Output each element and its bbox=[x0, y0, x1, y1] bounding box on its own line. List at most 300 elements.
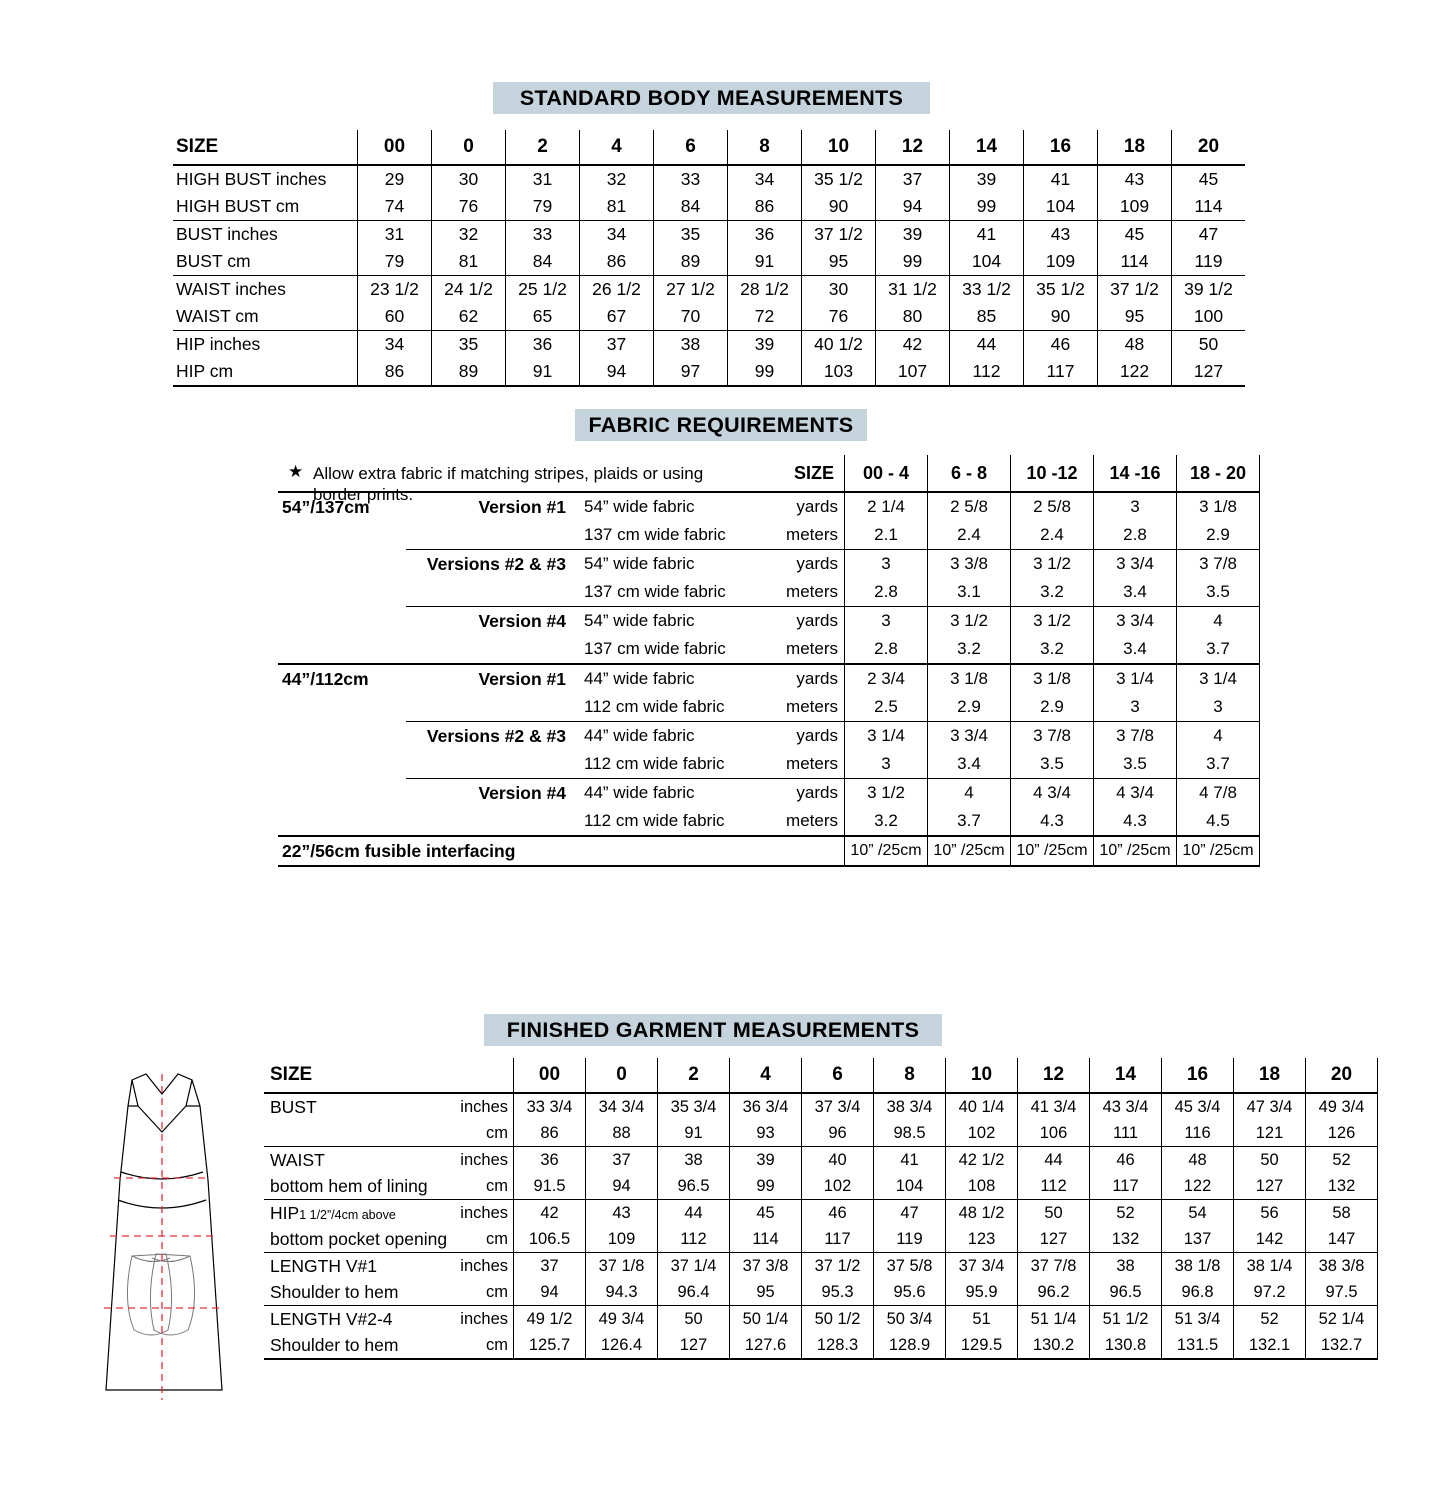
cell: 94 bbox=[580, 358, 654, 386]
size-col-14: 14 bbox=[950, 130, 1024, 165]
cell: 37 1/2 bbox=[1098, 276, 1172, 304]
cell: 119 bbox=[874, 1226, 946, 1253]
cell: 36 bbox=[728, 221, 802, 249]
table-row bbox=[264, 1306, 1378, 1333]
cell: 91 bbox=[658, 1120, 730, 1147]
table-row bbox=[173, 193, 1245, 221]
size-group-10-12: 10 -12 bbox=[1011, 455, 1094, 492]
cell: 10” /25cm bbox=[1177, 836, 1260, 866]
cell: 2.9 bbox=[1177, 521, 1260, 550]
version-label: Version #4 bbox=[406, 779, 574, 808]
cell: 35 1/2 bbox=[802, 165, 876, 193]
row-label: WAIST bbox=[264, 1147, 460, 1174]
cell: 4 3/4 bbox=[1011, 779, 1094, 808]
cell: 3 1/4 bbox=[1094, 664, 1177, 693]
cell: 36 bbox=[514, 1147, 586, 1174]
size-header: SIZE bbox=[173, 130, 358, 165]
cell: 86 bbox=[728, 193, 802, 221]
size-col-2: 2 bbox=[506, 130, 580, 165]
cell: 80 bbox=[876, 303, 950, 331]
cell: 95 bbox=[802, 248, 876, 276]
cell: 50 1/2 bbox=[802, 1306, 874, 1333]
cell: 94 bbox=[586, 1173, 658, 1200]
size-col-6: 6 bbox=[802, 1058, 874, 1093]
size-col-4: 4 bbox=[730, 1058, 802, 1093]
cell: 47 3/4 bbox=[1234, 1093, 1306, 1120]
fabric-width-group bbox=[278, 779, 406, 808]
cell: 132 bbox=[1306, 1173, 1378, 1200]
table-row bbox=[278, 578, 1260, 607]
cell: 2 1/4 bbox=[845, 492, 928, 521]
cell: 31 bbox=[506, 165, 580, 193]
cell: 127 bbox=[1172, 358, 1246, 386]
cell: 51 bbox=[946, 1306, 1018, 1333]
cell: 49 1/2 bbox=[514, 1306, 586, 1333]
cell: 104 bbox=[874, 1173, 946, 1200]
cell: 52 bbox=[1090, 1200, 1162, 1227]
table-row bbox=[264, 1093, 1378, 1120]
size-group-00-4: 00 - 4 bbox=[845, 455, 928, 492]
cell: 3.7 bbox=[928, 807, 1011, 836]
unit-label: yards bbox=[762, 550, 845, 579]
cell: 74 bbox=[358, 193, 432, 221]
row-label: bottom pocket opening bbox=[270, 1228, 448, 1249]
cell: 125.7 bbox=[514, 1332, 586, 1359]
cell: 126.4 bbox=[586, 1332, 658, 1359]
cell: 48 1/2 bbox=[946, 1200, 1018, 1227]
fabric-width-group bbox=[278, 521, 406, 550]
fabric-desc: 54” wide fabric bbox=[574, 492, 762, 521]
cell: 102 bbox=[946, 1120, 1018, 1147]
cell: 37 bbox=[876, 165, 950, 193]
cell: 84 bbox=[506, 248, 580, 276]
cell: 3 bbox=[845, 607, 928, 636]
cell: 50 bbox=[1018, 1200, 1090, 1227]
cell: 127 bbox=[1234, 1173, 1306, 1200]
version-label bbox=[406, 521, 574, 550]
cell: 56 bbox=[1234, 1200, 1306, 1227]
cell: 30 bbox=[802, 276, 876, 304]
cell: 2 5/8 bbox=[1011, 492, 1094, 521]
spacer bbox=[460, 1058, 514, 1093]
cell: 147 bbox=[1306, 1226, 1378, 1253]
cell: 98.5 bbox=[874, 1120, 946, 1147]
cell: 90 bbox=[802, 193, 876, 221]
cell: 109 bbox=[586, 1226, 658, 1253]
cell: 128.3 bbox=[802, 1332, 874, 1359]
cell: 88 bbox=[586, 1120, 658, 1147]
cell: 38 3/8 bbox=[1306, 1253, 1378, 1280]
cell: 99 bbox=[876, 248, 950, 276]
cell: 3 1/2 bbox=[928, 607, 1011, 636]
cell: 37 1/4 bbox=[658, 1253, 730, 1280]
cell: 48 bbox=[1162, 1147, 1234, 1174]
cell: 117 bbox=[1090, 1173, 1162, 1200]
version-label bbox=[406, 693, 574, 722]
cell: 25 1/2 bbox=[506, 276, 580, 304]
table-row bbox=[278, 635, 1260, 664]
cell: 37 bbox=[514, 1253, 586, 1280]
cell: 137 bbox=[1162, 1226, 1234, 1253]
cell: 33 1/2 bbox=[950, 276, 1024, 304]
cell: 37 7/8 bbox=[1018, 1253, 1090, 1280]
cell: 100 bbox=[1172, 303, 1246, 331]
unit-label: inches bbox=[460, 1147, 514, 1174]
cell: 27 1/2 bbox=[654, 276, 728, 304]
fabric-width-group bbox=[278, 550, 406, 579]
cell: 112 bbox=[1018, 1173, 1090, 1200]
size-col-10: 10 bbox=[946, 1058, 1018, 1093]
table-row bbox=[264, 1200, 1378, 1227]
cell: 94 bbox=[876, 193, 950, 221]
cell: 2.1 bbox=[845, 521, 928, 550]
cell: 38 bbox=[1090, 1253, 1162, 1280]
cell: 31 bbox=[358, 221, 432, 249]
cell: 104 bbox=[950, 248, 1024, 276]
cell: 45 3/4 bbox=[1162, 1093, 1234, 1120]
cell: 109 bbox=[1024, 248, 1098, 276]
fabric-desc: 44” wide fabric bbox=[574, 722, 762, 751]
cell: 32 bbox=[580, 165, 654, 193]
fabric-width-group bbox=[278, 722, 406, 751]
fabric-width-group bbox=[278, 693, 406, 722]
finished-garment-measurements-title: FINISHED GARMENT MEASUREMENTS bbox=[484, 1014, 942, 1046]
cell: 39 bbox=[876, 221, 950, 249]
size-header: SIZE bbox=[793, 462, 834, 483]
cell: 39 1/2 bbox=[1172, 276, 1246, 304]
cell: 50 bbox=[658, 1306, 730, 1333]
cell: 31 1/2 bbox=[876, 276, 950, 304]
cell: 94 bbox=[514, 1279, 586, 1306]
cell: 4 bbox=[1177, 607, 1260, 636]
row-label: WAIST inches bbox=[173, 276, 358, 304]
cell: 45 bbox=[1098, 221, 1172, 249]
cell: 35 bbox=[654, 221, 728, 249]
unit-label: cm bbox=[460, 1332, 514, 1359]
cell: 3 1/2 bbox=[1011, 550, 1094, 579]
cell: 62 bbox=[432, 303, 506, 331]
table-row bbox=[264, 1253, 1378, 1280]
row-label-note: 1 1/2”/4cm above bbox=[299, 1207, 396, 1222]
version-label: Version #4 bbox=[406, 607, 574, 636]
cell: 94.3 bbox=[586, 1279, 658, 1306]
cell: 41 3/4 bbox=[1018, 1093, 1090, 1120]
size-col-16: 16 bbox=[1162, 1058, 1234, 1093]
cell: 112 bbox=[950, 358, 1024, 386]
cell: 95.3 bbox=[802, 1279, 874, 1306]
cell: 96.2 bbox=[1018, 1279, 1090, 1306]
unit-label: inches bbox=[460, 1253, 514, 1280]
cell: 36 bbox=[506, 331, 580, 359]
unit-label: meters bbox=[786, 811, 838, 830]
cell: 49 3/4 bbox=[586, 1306, 658, 1333]
table-row bbox=[264, 1120, 1378, 1147]
cell: 37 5/8 bbox=[874, 1253, 946, 1280]
table-row bbox=[278, 779, 1260, 808]
fabric-desc: 54” wide fabric bbox=[574, 550, 762, 579]
version-label: Versions #2 & #3 bbox=[406, 550, 574, 579]
fabric-width-group: 54”/137cm bbox=[278, 492, 406, 521]
size-col-12: 12 bbox=[1018, 1058, 1090, 1093]
cell: 41 bbox=[1024, 165, 1098, 193]
cell: 42 1/2 bbox=[946, 1147, 1018, 1174]
interfacing-row bbox=[278, 836, 1260, 866]
table-row bbox=[264, 1147, 1378, 1174]
cell: 29 bbox=[358, 165, 432, 193]
fabric-width-group bbox=[278, 578, 406, 607]
cell: 3.2 bbox=[928, 635, 1011, 664]
cell: 76 bbox=[432, 193, 506, 221]
size-col-00: 00 bbox=[514, 1058, 586, 1093]
table-row bbox=[278, 664, 1260, 693]
cell: 3.7 bbox=[1177, 635, 1260, 664]
cell: 67 bbox=[580, 303, 654, 331]
cell: 104 bbox=[1024, 193, 1098, 221]
size-col-4: 4 bbox=[580, 130, 654, 165]
cell: 91 bbox=[506, 358, 580, 386]
cell: 60 bbox=[358, 303, 432, 331]
cell: 95 bbox=[730, 1279, 802, 1306]
table-row bbox=[278, 693, 1260, 722]
cell: 28 1/2 bbox=[728, 276, 802, 304]
cell: 33 bbox=[654, 165, 728, 193]
cell: 45 bbox=[1172, 165, 1246, 193]
cell: 37 1/2 bbox=[802, 221, 876, 249]
cell: 35 bbox=[432, 331, 506, 359]
unit-label: cm bbox=[486, 1123, 508, 1142]
cell: 34 bbox=[580, 221, 654, 249]
cell: 37 3/8 bbox=[730, 1253, 802, 1280]
cell: 2.8 bbox=[845, 635, 928, 664]
cell: 26 1/2 bbox=[580, 276, 654, 304]
cell: 89 bbox=[432, 358, 506, 386]
fabric-desc: 137 cm wide fabric bbox=[584, 525, 726, 544]
cell: 79 bbox=[506, 193, 580, 221]
cell: 96 bbox=[802, 1120, 874, 1147]
table-row bbox=[173, 221, 1245, 249]
unit-label: cm bbox=[486, 1229, 508, 1248]
cell: 3 1/2 bbox=[1011, 607, 1094, 636]
cell: 37 bbox=[586, 1147, 658, 1174]
cell: 4.3 bbox=[1094, 807, 1177, 836]
row-label: Shoulder to hem bbox=[270, 1281, 399, 1302]
cell: 96.8 bbox=[1162, 1279, 1234, 1306]
unit-label: yards bbox=[762, 607, 845, 636]
cell: 95.9 bbox=[946, 1279, 1018, 1306]
cell: 34 bbox=[728, 165, 802, 193]
table-row bbox=[173, 248, 1245, 276]
size-col-2: 2 bbox=[658, 1058, 730, 1093]
fabric-width-group bbox=[278, 750, 406, 779]
cell: 96.5 bbox=[658, 1173, 730, 1200]
unit-label: inches bbox=[460, 1200, 514, 1227]
cell: 52 1/4 bbox=[1306, 1306, 1378, 1333]
cell: 2.9 bbox=[928, 693, 1011, 722]
cell: 126 bbox=[1306, 1120, 1378, 1147]
unit-label: meters bbox=[786, 582, 838, 601]
table-row bbox=[173, 303, 1245, 331]
cell: 34 bbox=[358, 331, 432, 359]
cell: 4 7/8 bbox=[1177, 779, 1260, 808]
table-row bbox=[278, 607, 1260, 636]
cell: 3 1/8 bbox=[1177, 492, 1260, 521]
cell: 95.6 bbox=[874, 1279, 946, 1306]
cell: 50 bbox=[1234, 1147, 1306, 1174]
unit-label: meters bbox=[786, 525, 838, 544]
unit-label: yards bbox=[762, 722, 845, 751]
cell: 46 bbox=[802, 1200, 874, 1227]
cell: 112 bbox=[658, 1226, 730, 1253]
cell: 132.7 bbox=[1306, 1332, 1378, 1359]
cell: 3 bbox=[1094, 693, 1177, 722]
size-col-16: 16 bbox=[1024, 130, 1098, 165]
cell: 116 bbox=[1162, 1120, 1234, 1147]
fabric-desc: 112 cm wide fabric bbox=[584, 754, 725, 773]
cell: 2.9 bbox=[1011, 693, 1094, 722]
cell: 50 bbox=[1172, 331, 1246, 359]
cell: 114 bbox=[1172, 193, 1246, 221]
cell: 65 bbox=[506, 303, 580, 331]
table-row bbox=[173, 331, 1245, 359]
cell: 33 3/4 bbox=[514, 1093, 586, 1120]
cell: 3.5 bbox=[1177, 578, 1260, 607]
cell: 3.5 bbox=[1094, 750, 1177, 779]
cell: 39 bbox=[950, 165, 1024, 193]
cell: 41 bbox=[874, 1147, 946, 1174]
cell: 49 3/4 bbox=[1306, 1093, 1378, 1120]
fabric-desc: 44” wide fabric bbox=[574, 779, 762, 808]
cell: 3 bbox=[845, 750, 928, 779]
cell: 51 1/4 bbox=[1018, 1306, 1090, 1333]
cell: 108 bbox=[946, 1173, 1018, 1200]
cell: 38 bbox=[654, 331, 728, 359]
row-label: LENGTH V#2-4 bbox=[264, 1306, 460, 1333]
cell: 132 bbox=[1090, 1226, 1162, 1253]
cell: 103 bbox=[802, 358, 876, 386]
row-label: LENGTH V#1 bbox=[264, 1253, 460, 1280]
table-row bbox=[278, 722, 1260, 751]
cell: 122 bbox=[1162, 1173, 1234, 1200]
cell: 142 bbox=[1234, 1226, 1306, 1253]
fabric-requirements-block bbox=[278, 455, 1260, 867]
unit-label: meters bbox=[786, 697, 838, 716]
cell: 130.8 bbox=[1090, 1332, 1162, 1359]
table-row bbox=[264, 1279, 1378, 1306]
cell: 111 bbox=[1090, 1120, 1162, 1147]
fabric-width-group: 44”/112cm bbox=[278, 664, 406, 693]
dress-illustration bbox=[88, 1060, 258, 1410]
cell: 44 bbox=[1018, 1147, 1090, 1174]
cell: 10” /25cm bbox=[928, 836, 1011, 866]
cell: 114 bbox=[1098, 248, 1172, 276]
cell: 72 bbox=[728, 303, 802, 331]
cell: 3 1/8 bbox=[928, 664, 1011, 693]
cell: 106.5 bbox=[514, 1226, 586, 1253]
fabric-desc: 54” wide fabric bbox=[574, 607, 762, 636]
cell: 38 1/4 bbox=[1234, 1253, 1306, 1280]
cell: 54 bbox=[1162, 1200, 1234, 1227]
version-label: Version #1 bbox=[406, 492, 574, 521]
cell: 130.2 bbox=[1018, 1332, 1090, 1359]
size-col-14: 14 bbox=[1090, 1058, 1162, 1093]
cell: 38 bbox=[658, 1147, 730, 1174]
table-row bbox=[278, 550, 1260, 579]
table-row bbox=[278, 807, 1260, 836]
row-label: HIGH BUST inches bbox=[176, 169, 327, 189]
cell: 37 1/8 bbox=[586, 1253, 658, 1280]
cell: 114 bbox=[730, 1226, 802, 1253]
cell: 52 bbox=[1306, 1147, 1378, 1174]
cell: 85 bbox=[950, 303, 1024, 331]
fabric-requirements-table bbox=[278, 455, 1260, 867]
cell: 3 bbox=[1177, 693, 1260, 722]
cell: 51 1/2 bbox=[1090, 1306, 1162, 1333]
fabric-requirements-title: FABRIC REQUIREMENTS bbox=[575, 409, 867, 441]
size-col-10: 10 bbox=[802, 130, 876, 165]
cell: 97.5 bbox=[1306, 1279, 1378, 1306]
size-col-18: 18 bbox=[1234, 1058, 1306, 1093]
version-label bbox=[406, 807, 574, 836]
cell: 127.6 bbox=[730, 1332, 802, 1359]
cell: 43 bbox=[1098, 165, 1172, 193]
cell: 97 bbox=[654, 358, 728, 386]
cell: 3 1/4 bbox=[1177, 664, 1260, 693]
cell: 42 bbox=[514, 1200, 586, 1227]
size-group-6-8: 6 - 8 bbox=[928, 455, 1011, 492]
unit-label: inches bbox=[460, 1097, 508, 1116]
size-header: SIZE bbox=[264, 1058, 460, 1093]
cell: 3.5 bbox=[1011, 750, 1094, 779]
cell: 2.4 bbox=[928, 521, 1011, 550]
row-label: BUST inches bbox=[173, 221, 358, 249]
cell: 50 3/4 bbox=[874, 1306, 946, 1333]
cell: 46 bbox=[1024, 331, 1098, 359]
cell: 43 3/4 bbox=[1090, 1093, 1162, 1120]
cell: 2 5/8 bbox=[928, 492, 1011, 521]
cell: 76 bbox=[802, 303, 876, 331]
cell: 3 3/4 bbox=[1094, 607, 1177, 636]
cell: 127 bbox=[1018, 1226, 1090, 1253]
size-col-0: 0 bbox=[586, 1058, 658, 1093]
cell: 33 bbox=[506, 221, 580, 249]
cell: 2.5 bbox=[845, 693, 928, 722]
cell: 81 bbox=[432, 248, 506, 276]
cell: 3.2 bbox=[1011, 578, 1094, 607]
cell: 3 bbox=[845, 550, 928, 579]
cell: 37 3/4 bbox=[802, 1093, 874, 1120]
cell: 4 3/4 bbox=[1094, 779, 1177, 808]
cell: 2.4 bbox=[1011, 521, 1094, 550]
row-label bbox=[264, 1200, 460, 1227]
row-label: bottom hem of lining bbox=[270, 1175, 428, 1196]
cell: 36 3/4 bbox=[730, 1093, 802, 1120]
table-row bbox=[264, 1173, 1378, 1200]
fabric-desc: 44” wide fabric bbox=[574, 664, 762, 693]
cell: 86 bbox=[580, 248, 654, 276]
cell: 3.4 bbox=[1094, 578, 1177, 607]
size-col-18: 18 bbox=[1098, 130, 1172, 165]
cell: 86 bbox=[514, 1120, 586, 1147]
cell: 2.8 bbox=[1094, 521, 1177, 550]
fabric-note: Allow extra fabric if matching stripes, plaids or using border prints. bbox=[313, 464, 704, 505]
cell: 45 bbox=[730, 1200, 802, 1227]
version-label bbox=[406, 750, 574, 779]
cell: 2.8 bbox=[845, 578, 928, 607]
cell: 99 bbox=[950, 193, 1024, 221]
cell: 128.9 bbox=[874, 1332, 946, 1359]
fabric-width-group bbox=[278, 807, 406, 836]
cell: 3.2 bbox=[1011, 635, 1094, 664]
